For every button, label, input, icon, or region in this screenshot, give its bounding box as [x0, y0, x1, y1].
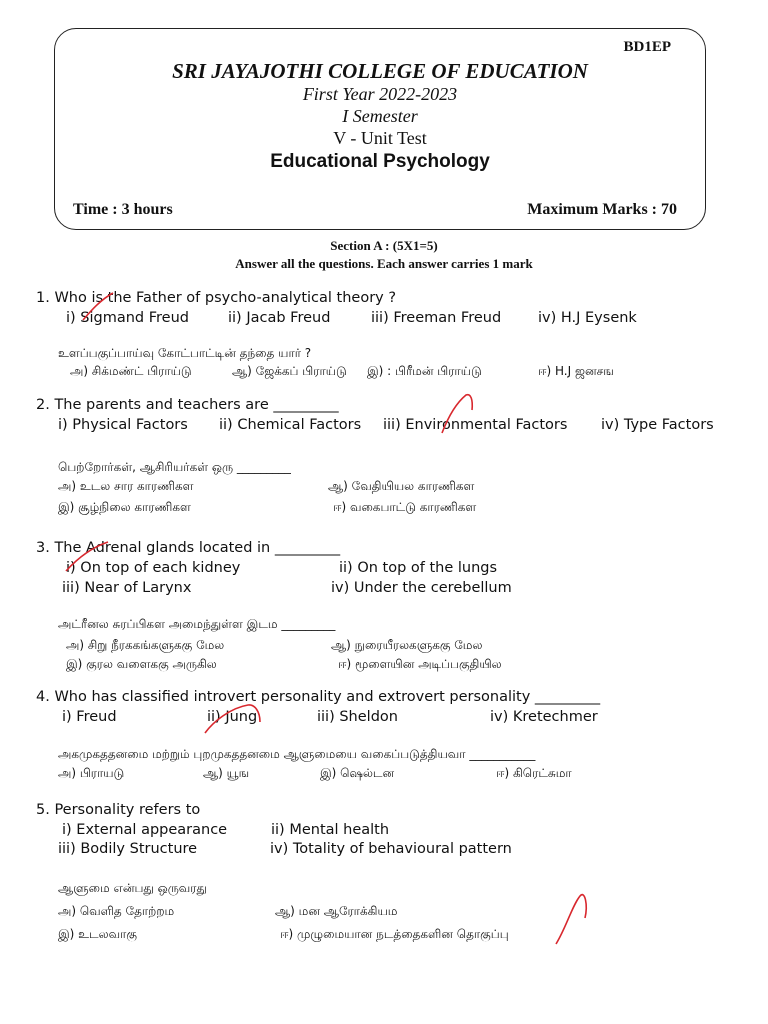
q2-tamil-question: பெற்றோர்கள், ஆசிரியர்கள் ஒரு _________ [58, 460, 291, 474]
q5-tamil-question: ஆளுமை என்பது ஒருவரது [58, 881, 207, 895]
q4-tamil-option-2: ஆ) யூங [203, 766, 250, 780]
q1-option-1: i) Sigmand Freud [66, 310, 189, 326]
q3-option-4: iv) Under the cerebellum [331, 580, 512, 596]
q5-option-3: iii) Bodily Structure [58, 841, 198, 857]
q4-option-1: i) Freud [62, 709, 117, 725]
academic-year: First Year 2022-2023 [302, 84, 458, 104]
q4-tamil-option-4: ஈ) கிரெட்சுமா [496, 766, 572, 780]
q5-tamil-option-2: ஆ) மன ஆரோக்கியம [275, 904, 398, 918]
q1-tamil-option-1: அ) சிக்மண்ட் பிராய்டு [70, 364, 192, 378]
q4-tamil-option-3: இ) ஷெல்டன [320, 766, 395, 780]
q3-tamil-option-1: அ) சிறு நீரககங்களுககு மேல [66, 638, 225, 652]
q4-tamil-question: அகமுகததனமை மற்றும் புறமுகததனமை ஆளுமையை வகைப்படுத்தியவா ___________ [58, 747, 536, 761]
college-name: SRI JAYAJOTHI COLLEGE OF EDUCATION [172, 59, 588, 83]
tick-mark-q5 [556, 895, 586, 944]
q4-option-3: iii) Sheldon [317, 709, 398, 725]
q3-tamil-option-2: ஆ) நுரையீரலகளுககு மேல [331, 638, 483, 652]
test-name: V - Unit Test [333, 128, 427, 148]
question-1: 1. Who is the Father of psycho-analytical theory ? [36, 290, 397, 306]
header-box [54, 28, 706, 230]
question-5: 5. Personality refers to [36, 802, 201, 818]
q2-tamil-option-2: ஆ) வேதியியல காரணிகள [328, 479, 475, 493]
q3-tamil-question: அட்ரீனல சுரப்பிகள அமைந்துள்ள இடம _________ [58, 617, 336, 631]
q2-tamil-option-4: ஈ) வகைபாட்டு காரணிகள [333, 500, 477, 514]
section-title: Section A : (5X1=5) [330, 238, 438, 253]
question-2: 2. The parents and teachers are _________ [36, 397, 339, 413]
q2-option-2: ii) Chemical Factors [219, 417, 362, 433]
q3-tamil-option-4: ஈ) மூளையின அடிப்பகுதியில [338, 657, 502, 671]
question-4: 4. Who has classified introvert personality and extrovert personality _________ [36, 689, 601, 705]
q4-option-2: ii) Jung [207, 709, 258, 725]
q3-option-3: iii) Near of Larynx [62, 580, 192, 596]
q5-tamil-option-3: இ) உடலவாகு [58, 927, 137, 941]
q4-option-4: iv) Kretechmer [490, 709, 598, 725]
subject-title: Educational Psychology [270, 151, 490, 172]
q5-option-4: iv) Totality of behavioural pattern [270, 841, 512, 857]
q1-tamil-option-4: ஈ) H.J ஜனசங [538, 364, 614, 378]
q5-tamil-option-4: ஈ) முழுமையான நடத்தைகளின தொகுப்பு [280, 927, 509, 941]
q1-tamil-option-2: ஆ) ஜேக்கப் பிராய்டு [232, 364, 347, 378]
q5-option-2: ii) Mental health [271, 822, 390, 838]
question-3: 3. The Adrenal glands located in _________ [36, 540, 341, 556]
q1-option-2: ii) Jacab Freud [228, 310, 331, 326]
q2-option-3: iii) Environmental Factors [383, 417, 568, 433]
q3-tamil-option-3: இ) குரல வளைககு அருகில [66, 657, 217, 671]
q4-tamil-option-1: அ) பிராயடு [58, 766, 125, 780]
q3-option-2: ii) On top of the lungs [339, 560, 498, 576]
maximum-marks: Maximum Marks : 70 [527, 201, 677, 218]
paper-code: BD1EP [623, 39, 671, 55]
q1-tamil-question: உளப்பகுப்பாய்வு கோட்பாட்டின் தந்தை யார் ? [58, 346, 312, 360]
q5-option-1: i) External appearance [62, 822, 228, 838]
semester: I Semester [342, 106, 418, 126]
q3-option-1: i) On top of each kidney [66, 560, 241, 576]
q5-tamil-option-1: அ) வெளித தோற்றம [58, 904, 175, 918]
q2-tamil-option-3: இ) சூழ்நிலை காரணிகள [58, 500, 191, 514]
section-instruction: Answer all the questions. Each answer carries 1 mark [235, 256, 533, 271]
time-duration: Time : 3 hours [73, 201, 173, 218]
q2-tamil-option-1: அ) உடல சார காரணிகள [58, 479, 194, 493]
q1-tamil-option-3: இ) : பிரீமன் பிராய்டு [367, 364, 482, 378]
q2-option-4: iv) Type Factors [601, 417, 714, 433]
q1-option-4: iv) H.J Eysenk [538, 310, 637, 326]
q1-option-3: iii) Freeman Freud [371, 310, 502, 326]
q2-option-1: i) Physical Factors [58, 417, 188, 433]
